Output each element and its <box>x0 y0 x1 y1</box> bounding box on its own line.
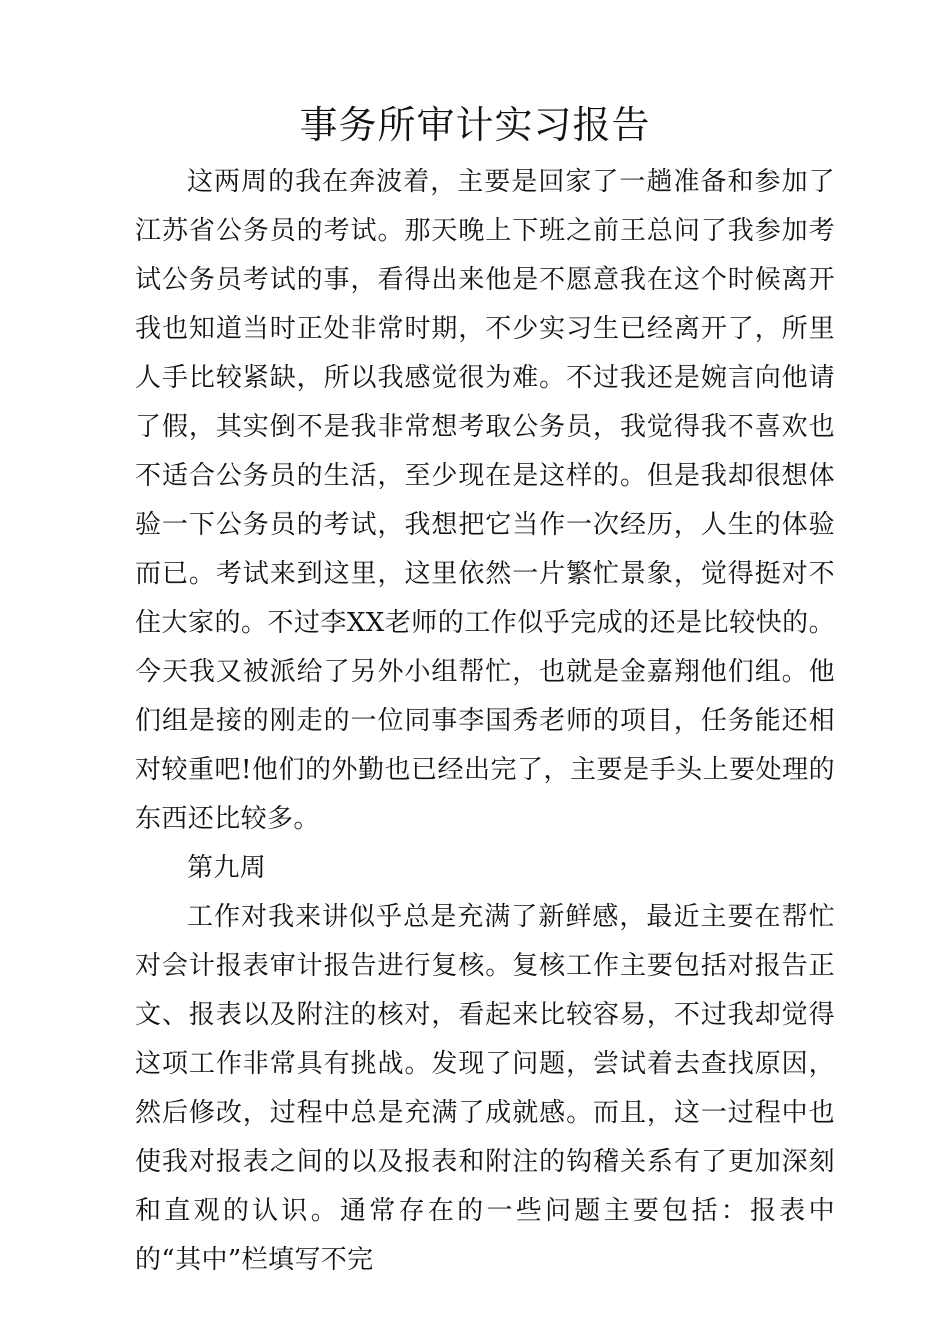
paragraph-1: 这两周的我在奔波着，主要是回家了一趟准备和参加了江苏省公务员的考试。那天晚上下班之前王总问了我参加考试公务员考试的事，看得出来他是不愿意我在这个时候离开我也知道当时正处非常时期，不少实习生已经离开了，所里人手比较紧缺，所以我感觉很为难。不过我还是婉言向他请了假，其实倒不是我非常想考取公务员，我觉得我不喜欢也不适合公务员的生活，至少现在是这样的。但是我却很想体验一下公务员的考试，我想把它当作一次经历，人生的体验而已。考试来到这里，这里依然一片繁忙景象，觉得挺对不住大家的。不过李XX老师的工作似乎完成的还是比较快的。今天我又被派给了另外小组帮忙，也就是金嘉翔他们组。他们组是接的刚走的一位同事李国秀老师的项目，任务能还相对较重吧!他们的外勤也已经出完了，主要是手头上要处理的东西还比较多。 <box>135 167 835 834</box>
section-heading-week-9: 第九周 <box>187 853 267 883</box>
document-title: 事务所审计实习报告 <box>299 103 651 147</box>
paragraph-2: 工作对我来讲似乎总是充满了新鲜感，最近主要在帮忙对会计报表审计报告进行复核。复核工作主要包括对报告正文、报表以及附注的核对，看起来比较容易，不过我却觉得这项工作非常具有挑战。发现了问题，尝试着去查找原因，然后修改，过程中总是充满了成就感。而且，这一过程中也使我对报表之间的以及报表和附注的钩稽关系有了更加深刻和直观的认识。通常存在的一些问题主要包括：报表中的“其中”栏填写不完 <box>135 902 835 1275</box>
document-body <box>135 158 835 1285</box>
